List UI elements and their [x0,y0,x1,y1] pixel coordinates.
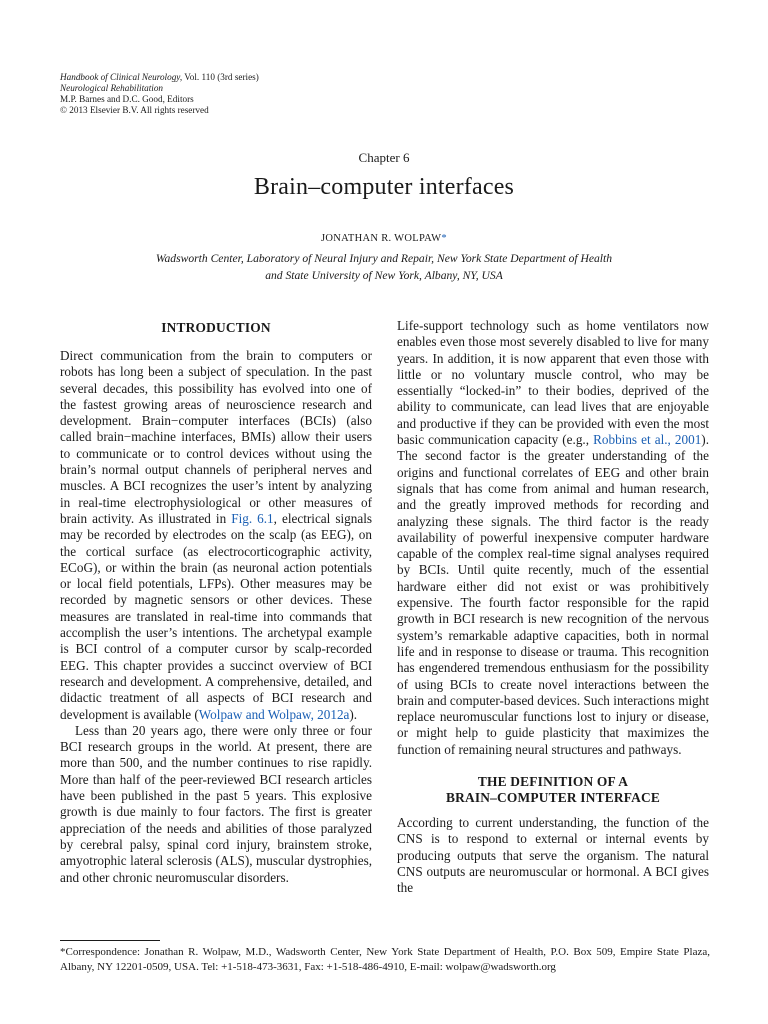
intro-heading: INTRODUCTION [161,320,271,335]
book-header [60,72,380,116]
paragraph-text: Direct communication from the brain to computers or robots has long been a subject of speculation. In the past several decades, this possibility has evolved into one of the fastest growing areas of neuroscience research and development. Brain−computer interfaces (BCIs) (also called brain−machine interfaces, BMIs) allow their users to communicate or to control devices without using the brain’s normal output channels of peripheral nerves and muscles. A BCI recognizes the user’s intent by analyzing in real-time electrophysiological or other measures of brain activity. As illustrated in [60,348,372,526]
author-line [0,233,768,244]
left-column [60,318,372,886]
definition-heading-line-2: BRAIN–COMPUTER INTERFACE [446,790,660,806]
figure-link[interactable]: Fig. 6.1 [231,510,274,526]
intro-paragraph-2: Less than 20 years ago, there were only three or four BCI research groups in the world. At present, there are more than 500, and the number continues to rise rapidly. More than half of the peer-reviewed BCI research articles have been published in the past 5 years. This explosive growth is due mainly to four factors. The first is greater appreciation of the needs and abilities of those paralyzed by cerebral palsy, spinal cord injury, brainstem stroke, amyotrophic lateral sclerosis (ALS), muscular dystrophies, and other chronic neuromuscular disorders. [60,722,372,885]
citation-link[interactable]: Robbins et al., 2001 [593,432,702,448]
book-title-line [60,72,380,83]
intro-paragraph-3 [397,318,709,758]
intro-paragraph-1 [60,348,372,723]
affiliation-line-1: Wadsworth Center, Laboratory of Neural Injury and Repair, New York State Department of Health [155,252,613,265]
citation-link[interactable]: Wolpaw and Wolpaw, 2012a [198,706,350,722]
paragraph-text: Life-support technology such as home ventilators now enables even those most severely disabled to live for many years. In addition, it is now apparent that even those with little or no voluntary muscle control, who may be essentially “locked-in” to their bodies, deprived of the ability to communicate, can lead lives that are enjoyable and productive if they can be provided with even the most basic communication capacity (e.g., [397,318,709,448]
affiliation [100,250,668,284]
definition-heading [397,774,709,806]
paragraph-text: , electrical signals may be recorded by electrodes on the scalp (as EEG), on the cortical surface (as electrocorticographic activity, ECoG), or within the brain (as neuronal action potentials or local field potentials, LFPs). Other measures may be recorded by magnetic sensors or other devices. These measures are translated in real-time into commands that accomplish the user’s intentions. The archetypal example is BCI control of a computer cursor by scalp-recorded EEG. This chapter provides a succinct overview of BCI research and development. A comprehensive, detailed, and didactic treatment of all aspects of BCI research and development is available ( [60,510,372,722]
definition-heading-line-1: THE DEFINITION OF A [477,774,629,790]
footnote-mark-link[interactable]: * [441,233,447,244]
paragraph-text: ). [349,706,358,722]
right-column [397,318,709,897]
chapter-title: Brain–computer interfaces [253,174,515,200]
book-volume: Vol. 110 (3rd series) [182,72,259,82]
book-editors: M.P. Barnes and D.C. Good, Editors [60,94,194,104]
definition-paragraph: According to current understanding, the function of the CNS is to respond to external or internal events by producing outputs that serve the organism. The natural CNS outputs are neuromuscular or hormonal. A BCI gives the [397,815,709,896]
author-name: JONATHAN R. WOLPAW [321,233,442,244]
copyright-line: © 2013 Elsevier B.V. All rights reserved [60,105,209,115]
correspondence-footnote: *Correspondence: Jonathan R. Wolpaw, M.D., Wadsworth Center, New York State Department of Health, P.O. Box 509, Empire State Plaza, Albany, NY 12201-0509, USA. Tel: +1-518-473-3631, Fax: +1-518-486-4910, E-mail: wolpaw@wadsworth.org [60,946,710,973]
book-title: Handbook of Clinical Neurology, [60,72,183,82]
affiliation-line-2: and State University of New York, Albany, NY, USA [265,269,503,282]
chapter-label: Chapter 6 [358,150,410,165]
paragraph-text: ). The second factor is the greater understanding of the origins and functional correlates of EEG and other brain signals that has come from animal and human research, and the greatly improved methods for recording and analyzing these signals. The third factor is the ready availability of powerful inexpensive computer hardware capable of the complex real-time signal analyses required by BCIs. Until quite recently, much of the essential hardware either did not exist or was prohibitively expensive. The fourth factor responsible for the rapid growth in BCI research is new recognition of the nervous system’s remarkable adaptive capacities, both in normal life and in response to disease or trauma. This recognition has engendered tremendous enthusiasm for the possibility of using BCIs to create novel interactions between the brain and computer-based devices. Such interactions might replace neuromuscular functions lost to injury or disease, or might help to guide plasticity that maximizes the function of remaining neural structures and pathways. [397,432,709,757]
book-subtitle: Neurological Rehabilitation [60,83,164,93]
footnote-divider [60,940,160,941]
